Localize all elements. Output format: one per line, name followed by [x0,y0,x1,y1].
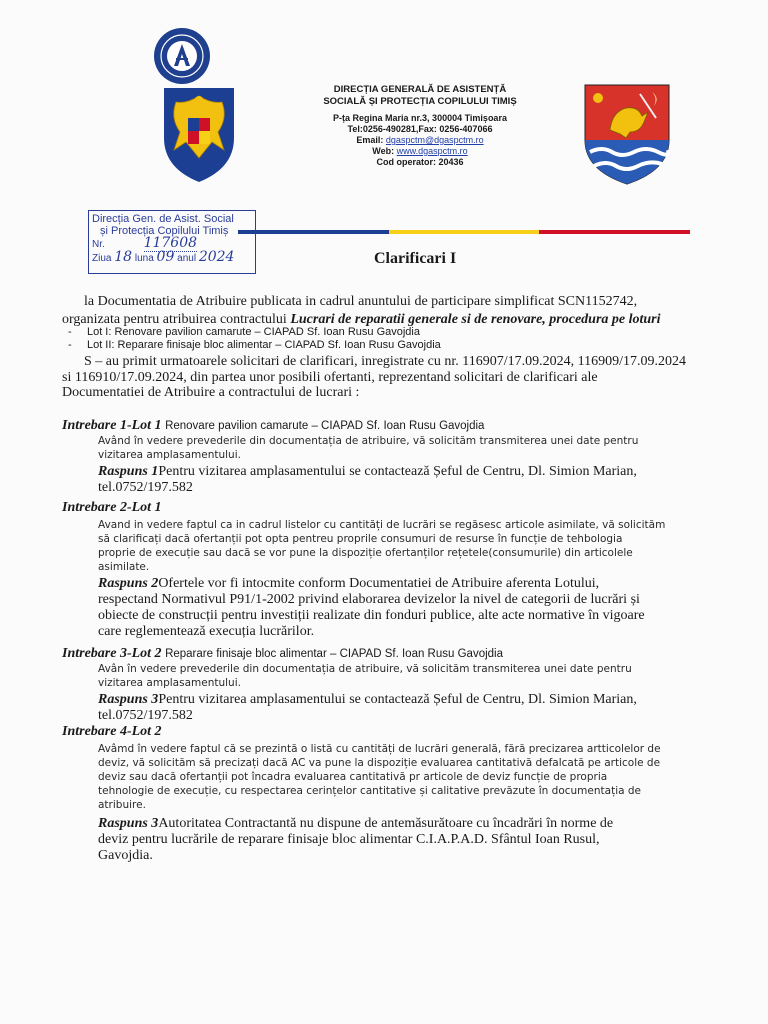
question-line: Avâmd în vedere faptul că se prezintă o listă cu cantități de lucrări generală, fără precizarea artticolelor de [98,743,661,755]
answer [62,692,722,724]
question-text [62,434,722,462]
answer-line: respectand Normativul P91/1-2002 privind elaborarea devizelor la nivel de categorii de lucrări și [98,592,640,607]
stamp-line1: Direcția Gen. de Asist. Social [92,213,234,225]
question-heading [62,722,722,740]
intro-para-line2: si 116910/17.09.2024, din partea unor posibili ofertanti, reprezentand solicitari de clarificari ale [62,370,598,385]
answer-title: Raspuns 3 [98,692,159,707]
lot-item-1: - Lot I: Renovare pavilion camarute – CIAPAD Sf. Ioan Rusu Gavojdia [68,326,420,338]
contract-name: Lucrari de reparatii generale si de renovare, procedura pe loturi [290,312,661,327]
phone-fax: Tel:0256-490281,Fax: 0256-407066 [347,124,493,134]
stamp-luna-label: luna [134,253,154,264]
operator-code: Cod operator: 20436 [376,157,464,167]
question-line: să clarificați dacă ofertanții pot opta pentreu proprile consumuri de resurse în funcție de tehbologia [98,533,623,545]
question-line: proprie de execuție sau dacă se vor pune la dispoziție ofertanților rețetele(consumurile) din articolele [98,547,633,559]
answer-line: care reglementează execuția lucrărilor. [98,624,315,639]
qa-block-4 [62,722,722,864]
intro-line1: la Documentatia de Atribuire publicata in cadrul anuntului de participare simplificat SCN1152742, [84,294,638,309]
answer-line: Pentru vizitarea amplasamentului se contactează Șeful de Centru, Dl. Simion Marian, [158,464,637,479]
question-text [62,518,722,574]
lot-list [68,326,441,352]
answer [62,816,722,864]
answer-title: Raspuns 3 [98,816,159,831]
intro-para-line1: S – au primit urmatoarele solicitari de clarificari, inregistrate cu nr. 116907/17.09.2024, 116909/17.09.2024 [84,354,686,369]
question-lot-subtitle: Renovare pavilion camarute – CIAPAD Sf. Ioan Rusu Gavojdia [165,420,485,432]
question-line: vizitarea amplasamentului. [98,677,241,689]
email-link[interactable]: dgaspctm@dgaspctm.ro [385,135,484,145]
question-line: deviz, vă solicităm să precizați dacă AC va pune la dispoziție evaluarea cantitativă defalcată pe articole de [98,757,661,769]
email-line [300,135,540,146]
question-title: Intrebare 1-Lot 1 [62,418,166,433]
question-heading [62,644,722,662]
answer-title: Raspuns 2 [98,576,159,591]
question-line: Având în vedere prevederile din documentația de atribuire, vă solicităm transmiterea unei date pentru [98,435,639,447]
answer [62,464,722,496]
web-label: Web: [372,146,395,156]
answer-line: tel.0752/197.582 [98,480,193,495]
timis-county-coat-of-arms [582,82,672,186]
question-heading [62,416,722,434]
document-title: Clarificari I [374,250,457,267]
org-name-line1: DIRECȚIA GENERALĂ DE ASISTENȚĂ [333,84,507,95]
question-line: Avân în vedere prevederile din documentația de atribuire, vă solicităm transmiterea unei date pentru [98,663,632,675]
answer-title: Raspuns 1 [98,464,159,479]
answer-line: obiecte de construcții pentru investiții realizate din fonduri publice, alte acte normative în vigoare [98,608,645,623]
question-line: vizitarea amplasamentului. [98,449,241,461]
email-label: Email: [356,135,384,145]
answer-line: Gavojdia. [98,848,153,863]
web-link[interactable]: www.dgaspctm.ro [396,146,468,156]
stamp-line2: și Protecția Copilului Timiș [100,225,229,237]
tricolor-red [539,230,690,234]
intro-para-line3: Documentatiei de Atribuire a contractului de lucrari : [62,385,360,400]
tricolor-blue [238,230,389,234]
stamp-ziua-value: 18 [114,249,133,265]
question-title: Intrebare 3-Lot 2 [62,646,166,661]
tricolor-yellow [389,230,540,234]
question-line: asimilate. [98,561,150,573]
web-line [300,146,540,157]
romania-coat-of-arms [160,84,238,184]
qa-block-2 [62,498,722,640]
stamp-ziua-label: Ziua [92,253,112,264]
stamp-luna-value: 09 [156,249,175,265]
question-title: Intrebare 4-Lot 2 [62,724,162,739]
stamp-anul-value: 2024 [198,249,235,265]
stamp-nr-value: 117608 [143,235,198,251]
question-line: Avand in vedere faptul ca in cadrul listelor cu cantități de lucrări se regăsesc articole asimilate, vă solicităm [98,519,666,531]
question-line: atribuire. [98,799,146,811]
answer-line: Pentru vizitarea amplasamentului se contactează Șeful de Centru, Dl. Simion Marian, [158,692,637,707]
answer-line: Autoritatea Contractantă nu dispune de antemăsurătoare cu încadrări în norme de [158,816,614,831]
stamp-anul-label: anul [177,253,197,264]
question-line: deviz sau dacă ofertanții pot încadra evaluarea cantitativă pr articole de deviz funcție de propria [98,771,608,783]
question-title: Intrebare 2-Lot 1 [62,500,162,515]
question-line: tehnologie de execuție, cu respectarea cerințelor cantitative și calitative prevăzute în documentația de [98,785,642,797]
question-lot-subtitle: Reparare finisaje bloc alimentar – CIAPAD Sf. Ioan Rusu Gavojdia [165,648,503,660]
address: P-ța Regina Maria nr.3, 300004 Timișoara [333,113,507,123]
lot-item-1-label: Lot I: Renovare pavilion camarute – CIAPAD Sf. Ioan Rusu Gavojdia [86,326,420,338]
answer-line: deviz pentru lucrările de reparare finisaje bloc alimentar C.I.A.P.A.D. Sfântul Ioan Rusul, [98,832,600,847]
institution-header [300,84,540,168]
qa-block-1 [62,416,722,496]
intro-line2-text: organizata pentru atribuirea contractului [62,312,291,327]
lot-item-2: - Lot II: Reparare finisaje bloc alimentar – CIAPAD Sf. Ioan Rusu Gavojdia [68,339,441,351]
answer-line: tel.0752/197.582 [98,708,193,723]
tricolor-divider [238,230,690,234]
qa-block-3 [62,644,722,724]
org-name-line2: SOCIALĂ ȘI PROTECȚIA COPILULUI TIMIȘ [323,95,517,107]
stamp-nr-label: Nr. [92,239,105,250]
question-heading [62,498,722,516]
lot-item-2-label: Lot II: Reparare finisaje bloc alimentar – CIAPAD Sf. Ioan Rusu Gavojdia [86,339,441,351]
answer [62,576,722,640]
question-text [62,662,722,690]
question-text [62,742,722,812]
answer-line: Ofertele vor fi intocmite conform Documentatiei de Atribuire aferenta Lotului, [158,576,600,591]
registration-stamp [88,210,256,274]
dgaspc-logo [152,26,212,86]
stamp-date-row [92,251,252,265]
